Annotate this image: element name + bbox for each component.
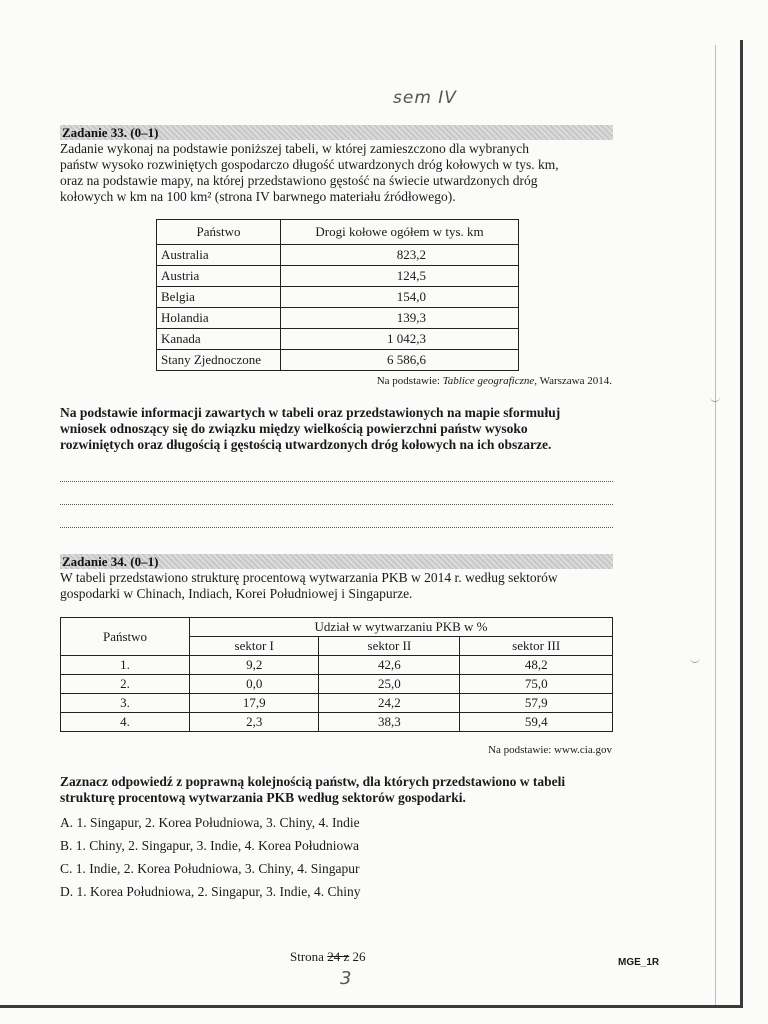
value-cell: 6 586,6 [281, 350, 519, 371]
answer-option-a[interactable]: A. 1. Singapur, 2. Korea Południowa, 3. Chiny, 4. Indie [60, 815, 360, 830]
answer-line[interactable] [60, 503, 613, 505]
answer-option-d[interactable]: D. 1. Korea Południowa, 2. Singapur, 3. Indie, 4. Chiny [60, 884, 361, 899]
country-cell: Kanada [157, 329, 281, 350]
table-row [157, 329, 519, 350]
value-cell: 154,0 [281, 287, 519, 308]
value-cell: 59,4 [460, 713, 613, 732]
value-cell: 24,2 [319, 694, 460, 713]
gdp-structure-table [60, 617, 613, 732]
table-row [61, 656, 613, 675]
value-cell: 38,3 [319, 713, 460, 732]
task33-intro-line: oraz na podstawie mapy, na której przedstawiono gęstość na świecie utwardzonych dróg [60, 173, 538, 188]
scan-mark [690, 656, 700, 663]
task33-source [377, 375, 612, 387]
task33-intro-line: państw wysoko rozwiniętych gospodarczo długość utwardzonych dróg kołowych w tys. km, [60, 157, 559, 172]
source-prefix: Na podstawie: [376, 375, 443, 387]
task34-intro-line: W tabeli przedstawiono strukturę procentową wytwarzania PKB w 2014 r. według sektorów [60, 570, 558, 585]
value-cell: 0,0 [190, 675, 319, 694]
task33-intro [60, 141, 613, 205]
value-cell: 139,3 [281, 308, 519, 329]
table-header-row [61, 618, 613, 637]
country-cell: Belgia [157, 287, 281, 308]
country-cell: Stany Zjednoczone [157, 350, 281, 371]
source-title: Tablice geograficzne [442, 375, 535, 387]
handwritten-page-number: 3 [340, 968, 352, 989]
answer-option-c[interactable]: C. 1. Indie, 2. Korea Południowa, 3. Chiny, 4. Singapur [60, 861, 360, 876]
task33-question [60, 405, 613, 453]
value-cell: 2,3 [190, 713, 319, 732]
col-header-sector-1: sektor I [190, 637, 319, 656]
country-index-cell: 3. [61, 694, 190, 713]
value-cell: 17,9 [190, 694, 319, 713]
task33-intro-line: Zadanie wykonaj na podstawie poniższej tabeli, w której zamieszczono dla wybranych [60, 141, 529, 156]
table-header-row [157, 220, 519, 245]
answer-option-b[interactable]: B. 1. Chiny, 2. Singapur, 3. Indie, 4. Korea Południowa [60, 838, 359, 853]
value-cell: 42,6 [319, 656, 460, 675]
task34-intro [60, 570, 613, 602]
task34-question-line: strukturę procentową wytwarzania PKB według sektorów gospodarki. [60, 790, 466, 805]
task34-question-line: Zaznacz odpowiedź z poprawną kolejnością państw, dla których przedstawiono w tabeli [60, 774, 566, 789]
task33-question-line: Na podstawie informacji zawartych w tabeli oraz przedstawionych na mapie sformułuj [60, 405, 561, 420]
task33-question-line: rozwiniętych oraz długością i gęstością utwardzonych dróg kołowych na ich obszarze. [60, 437, 552, 452]
table-row [157, 308, 519, 329]
country-index-cell: 4. [61, 713, 190, 732]
exam-code: MGE_1R [618, 957, 660, 968]
col-header-sector-3: sektor III [460, 637, 613, 656]
col-header-sector-2: sektor II [319, 637, 460, 656]
value-cell: 823,2 [281, 245, 519, 266]
country-cell: Australia [157, 245, 281, 266]
country-cell: Austria [157, 266, 281, 287]
table-row [157, 266, 519, 287]
country-index-cell: 1. [61, 656, 190, 675]
table-row [157, 245, 519, 266]
task34-intro-line: gospodarki w Chinach, Indiach, Korei Południowej i Singapurze. [60, 586, 413, 601]
page-frame-inner [715, 45, 716, 1005]
page-frame-bottom [0, 1005, 743, 1008]
col-header-country: Państwo [61, 618, 190, 656]
table-row [157, 287, 519, 308]
value-cell: 124,5 [281, 266, 519, 287]
handwritten-note: sem IV [393, 88, 457, 108]
page-suffix: 26 [349, 949, 366, 964]
page-number [290, 949, 365, 965]
roads-table [156, 219, 519, 371]
scan-mark [710, 395, 720, 402]
col-header-roads: Drogi kołowe ogółem w tys. km [281, 220, 519, 245]
task34-header: Zadanie 34. (0–1) [60, 554, 613, 569]
task34-question [60, 774, 613, 806]
table-row [157, 350, 519, 371]
country-cell: Holandia [157, 308, 281, 329]
table-row [61, 694, 613, 713]
value-cell: 48,2 [460, 656, 613, 675]
table-row [61, 713, 613, 732]
task33-intro-line: kołowych w km na 100 km² (strona IV barwnego materiału źródłowego). [60, 189, 456, 204]
value-cell: 9,2 [190, 656, 319, 675]
value-cell: 75,0 [460, 675, 613, 694]
value-cell: 25,0 [319, 675, 460, 694]
answer-line[interactable] [60, 480, 613, 482]
value-cell: 57,9 [460, 694, 613, 713]
task33-question-line: wniosek odnoszący się do związku między wielkością powierzchni państw wysoko [60, 421, 528, 436]
page-frame-right [740, 40, 743, 1008]
page-prefix: Strona [290, 949, 328, 964]
country-index-cell: 2. [61, 675, 190, 694]
task33-header: Zadanie 33. (0–1) [60, 125, 613, 140]
col-header-country: Państwo [157, 220, 281, 245]
table-row [61, 675, 613, 694]
page-struck: 24 z [327, 949, 350, 964]
value-cell: 1 042,3 [281, 329, 519, 350]
source-suffix: , Warszawa 2014. [534, 375, 612, 387]
answer-line[interactable] [60, 526, 613, 528]
task34-source: Na podstawie: www.cia.gov [488, 744, 612, 756]
col-header-group: Udział w wytwarzaniu PKB w % [190, 618, 613, 637]
